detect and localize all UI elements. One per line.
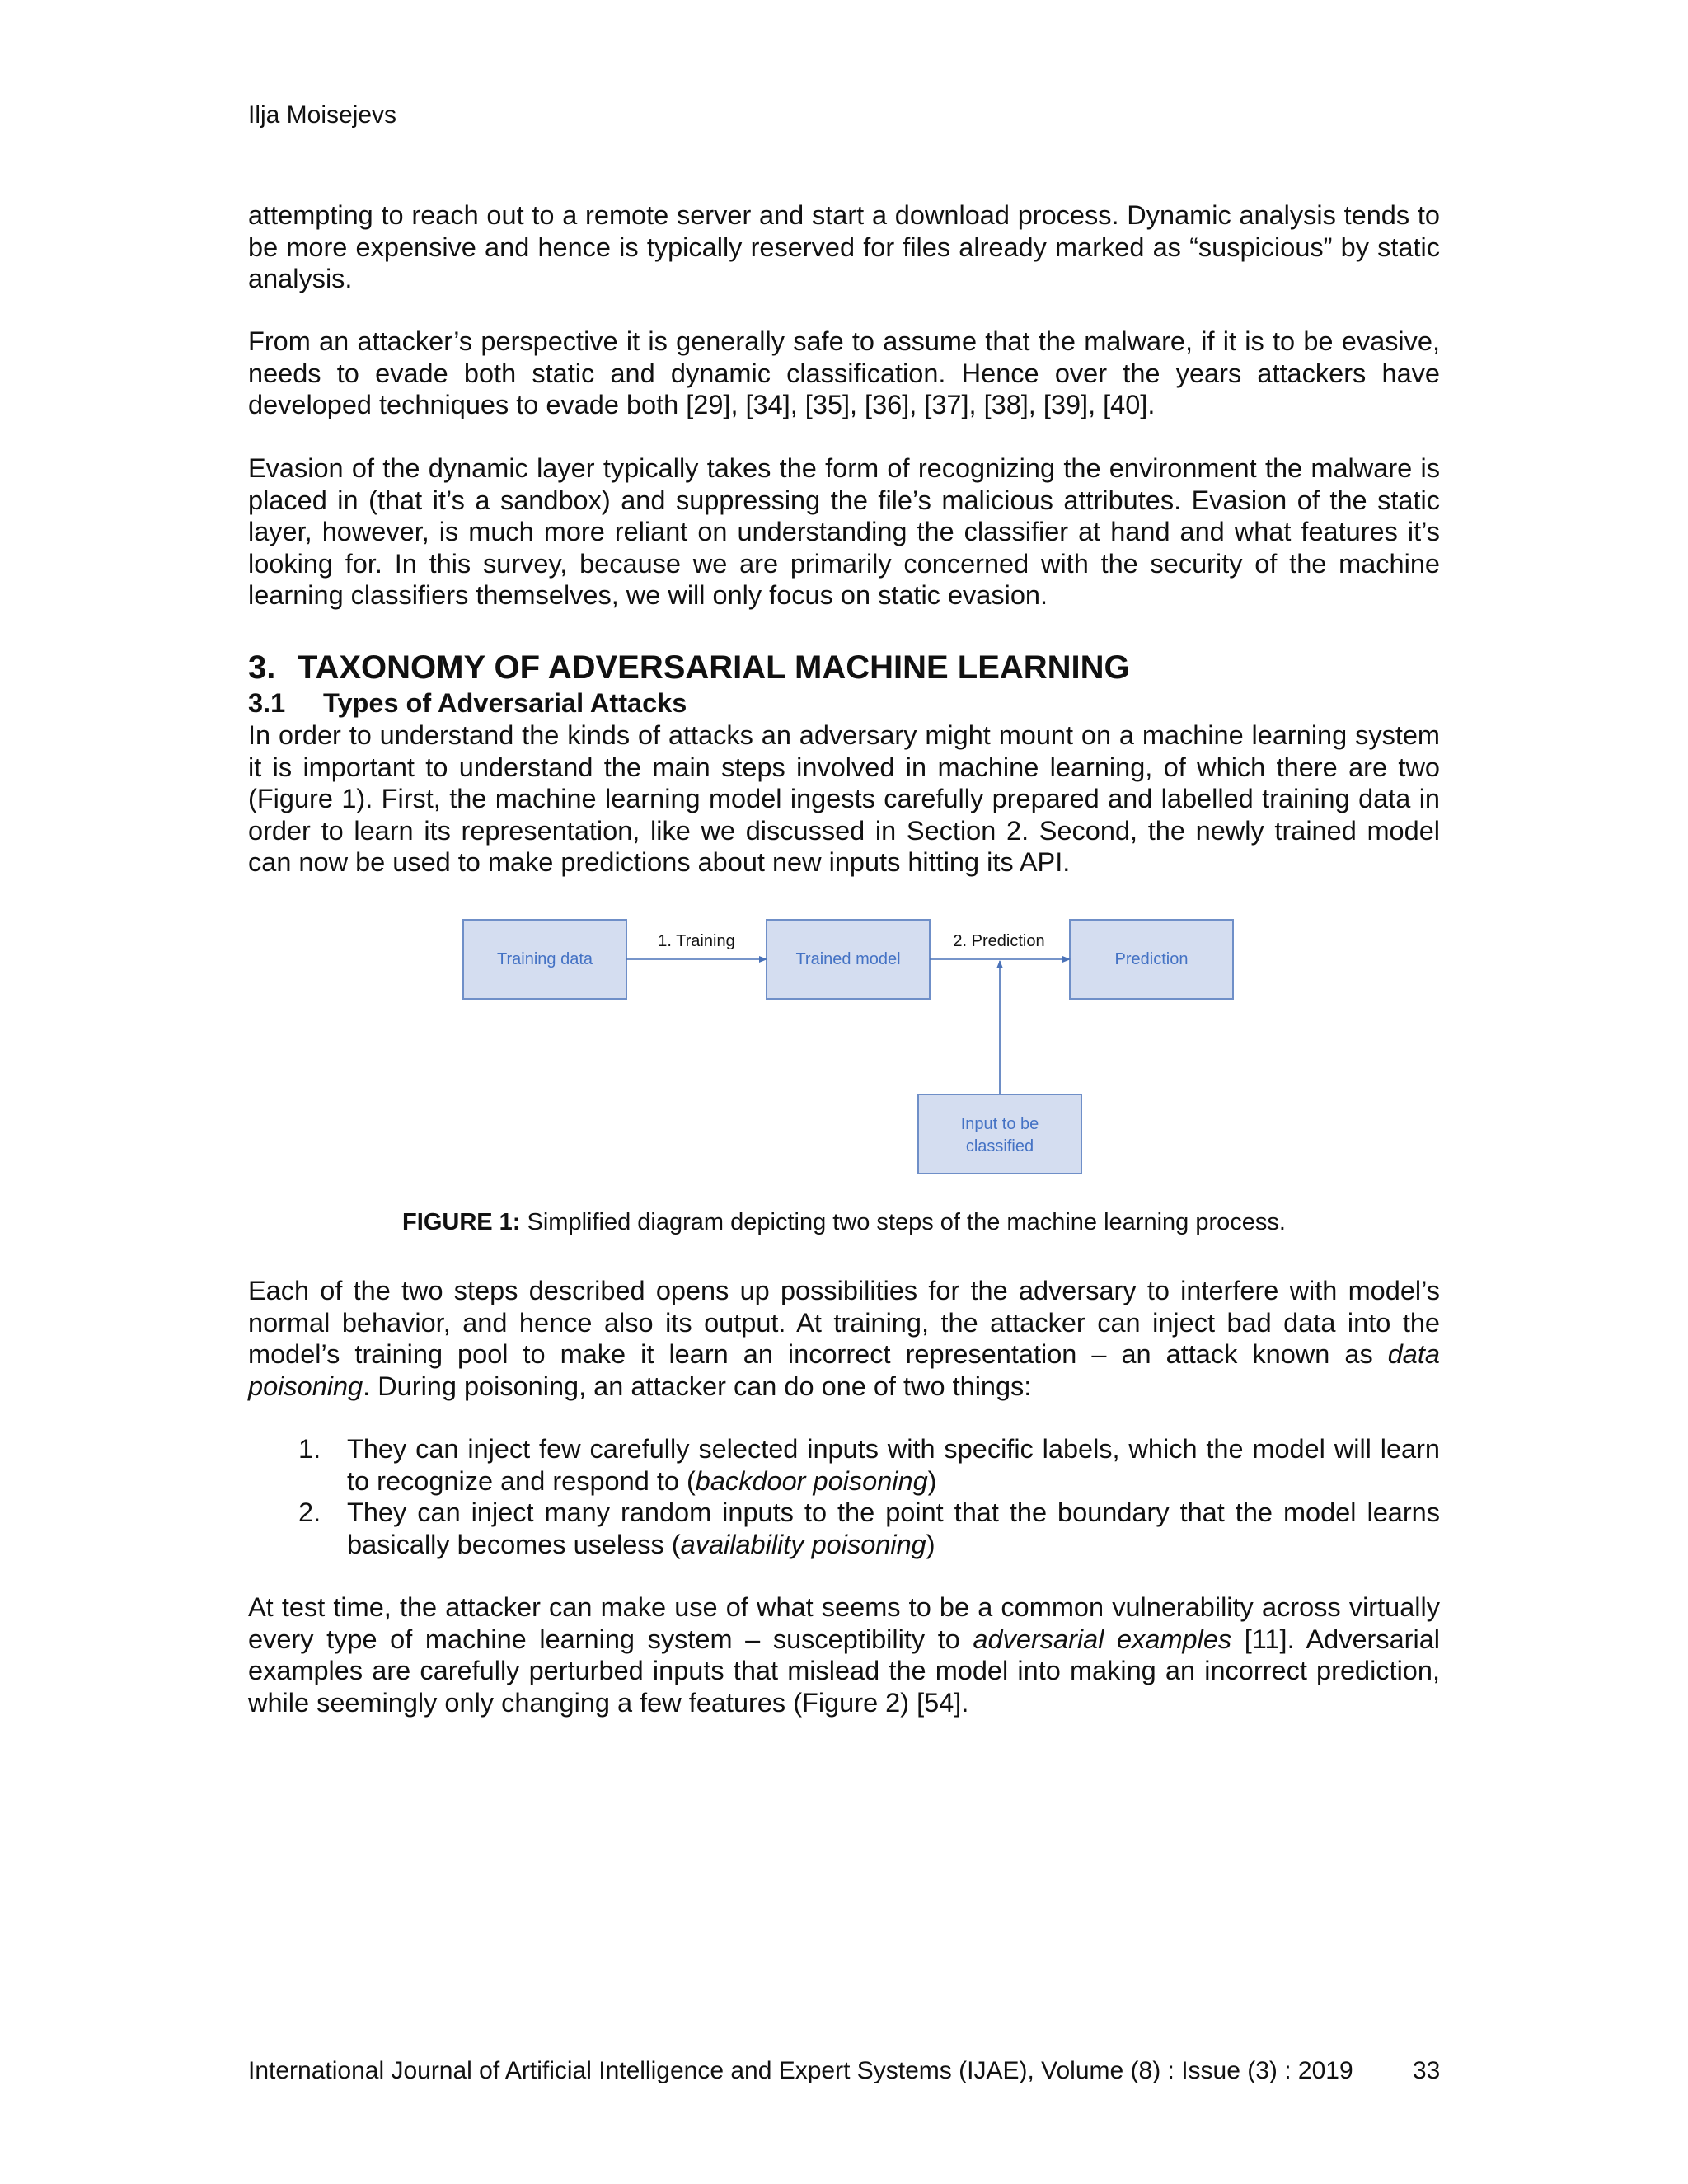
paragraph-text: Evasion of the dynamic layer typically takes the form of recognizing the environment the malware is placed in (that it’s a sandbox) and suppressing the file’s malicious attributes. Evasion of the static layer, however, is much more reliant on understanding the classifier at hand and what features it’s looking for. In this survey, because we are primarily concerned with the security of the machine learning classifiers themselves, we will only focus on static evasion. bbox=[248, 453, 1440, 611]
emphasis-term: backdoor poisoning bbox=[695, 1465, 928, 1496]
figure-caption-text: Simplified diagram depicting two steps of the machine learning process. bbox=[520, 1209, 1286, 1235]
input-label-line1: Input to be bbox=[960, 1115, 1039, 1133]
body-paragraph bbox=[248, 326, 1440, 421]
body-paragraph bbox=[248, 452, 1440, 612]
ml-process-diagram bbox=[462, 918, 1236, 1178]
figure-caption bbox=[248, 1207, 1440, 1237]
page-number: 33 bbox=[1413, 2057, 1441, 2084]
input-label-line2: classified bbox=[965, 1137, 1034, 1155]
subsection-number: 3.1 bbox=[248, 688, 286, 718]
paragraph-text-part: At test time, the attacker can make use of what seems to be a common vulnerability across virtually every type of machine learning system – susceptibility to bbox=[248, 1592, 1440, 1654]
list-item-text: They can inject many random inputs to the point that the boundary that the model learns basically becomes useless ( bbox=[347, 1497, 1440, 1559]
body-paragraph bbox=[248, 1275, 1440, 1402]
prediction-box bbox=[1070, 920, 1233, 999]
input-box bbox=[918, 1094, 1081, 1174]
subsection-title: Types of Adversarial Attacks bbox=[323, 688, 687, 718]
trained-model-box bbox=[767, 920, 930, 999]
section-number: 3. bbox=[248, 649, 276, 686]
emphasis-term: availability poisoning bbox=[680, 1529, 926, 1559]
body-paragraph bbox=[248, 199, 1440, 295]
list-item-text: They can inject few carefully selected inputs with specific labels, which the model will learn to recognize and respond to ( bbox=[347, 1434, 1440, 1496]
prediction-edge-label: 2. Prediction bbox=[953, 932, 1045, 950]
training-data-box bbox=[463, 920, 626, 999]
training-edge-label: 1. Training bbox=[658, 932, 735, 950]
paragraph-text: attempting to reach out to a remote server and start a download process. Dynamic analysis tends to be more expensive and hence is typically reserved for files already marked as “suspicious” by static analysis. bbox=[248, 200, 1440, 294]
list-marker: 1. bbox=[298, 1434, 321, 1464]
trained-model-label: Trained model bbox=[795, 950, 901, 968]
section-heading bbox=[248, 648, 1130, 687]
list-item bbox=[248, 1497, 1440, 1560]
paragraph-text-part: [11]. Adversarial examples are carefully perturbed inputs that mislead the model into making an incorrect prediction, while seemingly only changing a few features (Figure 2) [54]. bbox=[248, 1624, 1441, 1718]
training-data-label: Training data bbox=[497, 950, 593, 968]
list-marker: 2. bbox=[298, 1497, 321, 1528]
list-item-tail: ) bbox=[927, 1465, 937, 1496]
journal-footer: International Journal of Artificial Intelligence and Expert Systems (IJAE), Volume (8) : Issue (3) : 2019 bbox=[248, 2057, 1353, 2084]
figure-caption-label: FIGURE 1: bbox=[402, 1209, 521, 1235]
list-item bbox=[248, 1433, 1440, 1497]
paragraph-text: From an attacker’s perspective it is generally safe to assume that the malware, if it is to be evasive, needs to evade both static and dynamic classification. Hence over the years attackers have developed techniques to evade both [29], [34], [35], [36], [37], [38], [39], [40]. bbox=[248, 326, 1440, 420]
paragraph-text-part: . During poisoning, an attacker can do one of two things: bbox=[363, 1371, 1032, 1401]
subsection-heading bbox=[248, 687, 687, 719]
emphasis-term: adversarial examples bbox=[973, 1624, 1232, 1654]
paragraph-text-part: Each of the two steps described opens up possibilities for the adversary to interfere with model’s normal behavior, and hence also its output. At training, the attacker can inject bad data into the model’s training pool to make it learn an incorrect representation – an attack known as bbox=[248, 1276, 1440, 1370]
paragraph-text: In order to understand the kinds of attacks an adversary might mount on a machine learning system it is important to understand the main steps involved in machine learning, of which there are two (Figure 1). First, the machine learning model ingests carefully prepared and labelled training data in order to learn its representation, like we discussed in Section 2. Second, the newly trained model can now be used to make predictions about new inputs hitting its API. bbox=[248, 720, 1440, 878]
numbered-list bbox=[248, 1433, 1440, 1560]
list-item-tail: ) bbox=[926, 1529, 935, 1559]
body-paragraph bbox=[248, 1591, 1440, 1718]
prediction-label: Prediction bbox=[1114, 950, 1189, 968]
paragraph-text bbox=[248, 1591, 1440, 1718]
section-title: TAXONOMY OF ADVERSARIAL MACHINE LEARNING bbox=[298, 649, 1130, 686]
body-paragraph bbox=[248, 719, 1440, 879]
emphasis-term: data poisoning bbox=[248, 1339, 1440, 1401]
paragraph-text bbox=[248, 1275, 1440, 1402]
running-header-author: Ilja Moisejevs bbox=[248, 101, 397, 129]
